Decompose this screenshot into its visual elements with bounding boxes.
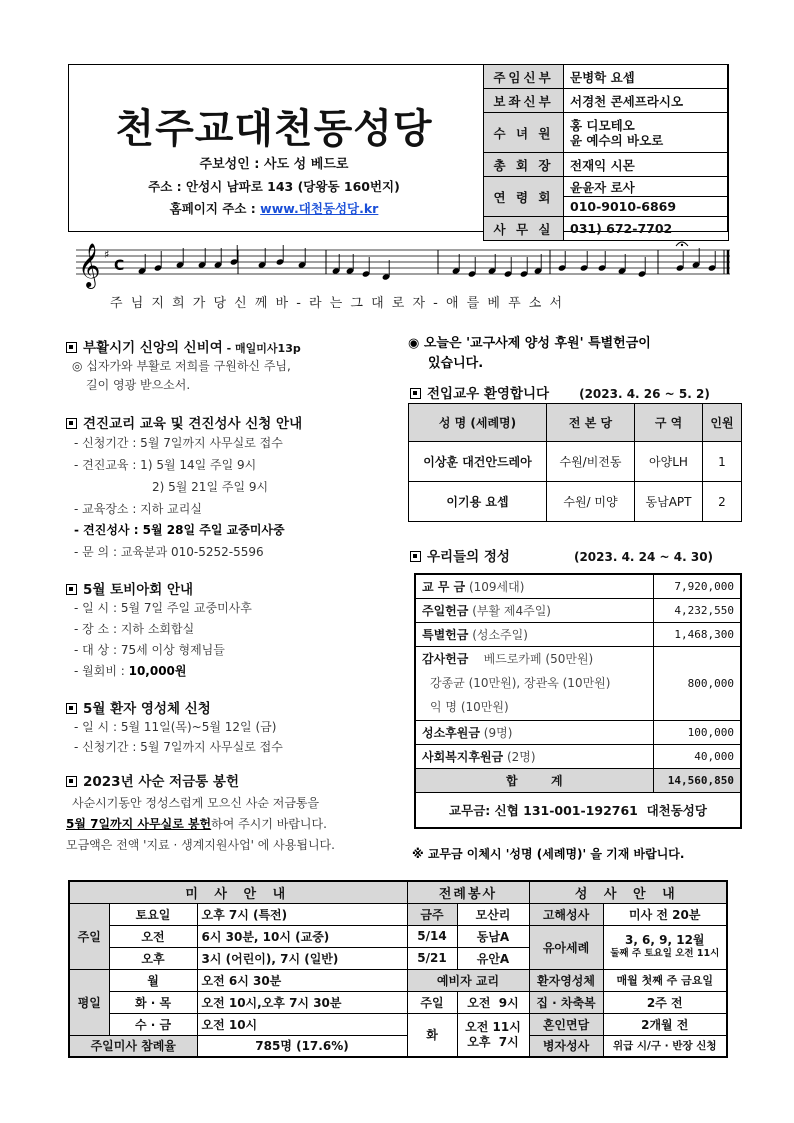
- staff-row: [484, 113, 729, 153]
- staff-value: 문병학 요셉: [564, 65, 729, 89]
- offering-label: 성소후원금: [422, 725, 480, 740]
- staff-value: 홍 디모테오: [570, 117, 635, 133]
- mass-day: 화 · 목: [109, 991, 197, 1013]
- staff-row: [484, 153, 729, 177]
- confirmation-line: - 견진교육 : 1) 5월 14일 주일 9시: [74, 458, 257, 472]
- transfer-district: 동남APT: [635, 482, 703, 522]
- staff-value: 윤 예수의 바오로: [570, 132, 664, 148]
- staff-value: 서경천 콘세프라시오: [564, 89, 729, 113]
- serve-date: 금주: [407, 903, 457, 925]
- time-signature-icon: C: [114, 258, 125, 274]
- seniors-fee-line: [74, 662, 187, 679]
- seniors-title: [66, 578, 193, 598]
- sick-title: [66, 697, 211, 717]
- attendance-label: 주일미사 참례율: [69, 1035, 197, 1057]
- lent-deadline: 5월 7일까지 사무실로 봉헌: [66, 817, 212, 831]
- serve-team: 모산리: [457, 903, 529, 925]
- schedule-header-row: [69, 881, 727, 903]
- table-row: [415, 574, 741, 598]
- checkbox-square-icon: [410, 551, 421, 562]
- sick-line: - 신청기간 : 5월 7일까지 사무실로 접수: [74, 740, 283, 754]
- parish-name: 천주교대천동성당: [115, 105, 433, 152]
- sacrament-info: 매월 첫째 주 금요일: [603, 969, 727, 991]
- offering-label: 감사헌금: [422, 652, 469, 666]
- table-row: [415, 646, 741, 720]
- offering-label: 주일헌금: [422, 603, 469, 618]
- table-row: [415, 622, 741, 646]
- table-row: [69, 991, 727, 1013]
- easter-note: - 매일미사13p: [222, 342, 301, 355]
- mass-time: 6시 30분, 10시 (교중): [197, 925, 407, 947]
- mass-time: 오전 10시: [197, 1013, 407, 1035]
- sacrament-info: 2주 전: [603, 991, 727, 1013]
- offering-table: [414, 573, 742, 829]
- offering-amount: 800,000: [653, 646, 741, 720]
- treble-clef-icon: 𝄞: [78, 243, 101, 287]
- table-row: [415, 744, 741, 768]
- staff-role: 총 회 장: [484, 153, 564, 177]
- offering-amount: 40,000: [653, 744, 741, 768]
- sacrament-info: 위급 시/구 · 반장 신청: [603, 1035, 727, 1057]
- mass-time: 오후 7시 (특전): [197, 903, 407, 925]
- sacrament-name: 환자영성체: [529, 969, 603, 991]
- schedule-table: [68, 880, 728, 1058]
- homepage-line: [69, 199, 479, 217]
- offering-label-cell: [415, 744, 653, 768]
- staff-row: [484, 177, 729, 197]
- account-row: [415, 792, 741, 828]
- thanks-line: [422, 647, 647, 671]
- patron-saint: 주보성인 : 사도 성 베드로: [199, 157, 349, 172]
- sacrament-name: 병자성사: [529, 1035, 603, 1057]
- catechism-time-cell: [457, 1013, 529, 1057]
- staff-role: 보좌신부: [484, 89, 564, 113]
- offering-period: (2023. 4. 24 ~ 4. 30): [573, 550, 714, 564]
- checkbox-square-icon: [66, 418, 77, 429]
- staff-role: 수 녀 원: [484, 113, 564, 153]
- serve-date: 5/21: [407, 947, 457, 969]
- lent-line: 모금액은 전액 '지료 · 생계지원사업' 에 사용됩니다.: [66, 838, 335, 852]
- catechism-time: 오후 7시: [467, 1034, 519, 1049]
- serve-team: 동남A: [457, 925, 529, 947]
- table-row: [415, 598, 741, 622]
- offering-amount: 1,468,300: [653, 622, 741, 646]
- catechism-header: 예비자 교리: [407, 969, 529, 991]
- offering-title: [410, 545, 713, 565]
- offering-account: 교무금: 신협 131-001-192761 대천동성당: [415, 792, 741, 828]
- sacrament-info: 미사 전 20분: [603, 903, 727, 925]
- table-row: [409, 442, 742, 482]
- offering-total-label: 합 계: [415, 768, 653, 792]
- mass-day: 수 · 금: [109, 1013, 197, 1035]
- transfer-title: [410, 382, 710, 402]
- seniors-title-text: 5월 토비아회 안내: [83, 582, 194, 598]
- transfer-header: 성 명 (세례명): [409, 404, 547, 442]
- lent-rest: 하여 주시기 바랍니다.: [211, 817, 327, 831]
- offering-amount: 100,000: [653, 720, 741, 744]
- sacrament-info-cell: [603, 925, 727, 969]
- easter-title: 부활시기 신앙의 신비여: [83, 340, 223, 356]
- mass-day: 오후: [109, 947, 197, 969]
- serve-team: 유안A: [457, 947, 529, 969]
- transfer-count: 2: [703, 482, 742, 522]
- checkbox-square-icon: [66, 703, 77, 714]
- seniors-line: - 대 상 : 75세 이상 형제님들: [74, 643, 225, 657]
- confirmation-line: - 문 의 : 교육분과 010-5252-5596: [74, 545, 264, 559]
- bulletin-header: [68, 64, 728, 237]
- homepage-link[interactable]: www.대천동성당.kr: [260, 201, 379, 216]
- transfer-header: 전 본 당: [547, 404, 635, 442]
- easter-section-title: [66, 336, 301, 356]
- staff-value: 010-9010-6869: [564, 197, 729, 217]
- transfer-count: 1: [703, 442, 742, 482]
- confirmation-title: [66, 412, 302, 432]
- table-row: [415, 720, 741, 744]
- lent-title: [66, 770, 239, 790]
- checkbox-square-icon: [66, 584, 77, 595]
- table-row: [69, 1013, 727, 1035]
- seniors-fee: 10,000원: [128, 664, 187, 678]
- offering-amount: 4,232,550: [653, 598, 741, 622]
- easter-text: ◎ 십자가와 부활로 저희를 구원하신 주님,: [72, 359, 291, 373]
- sacrament-info: 2개월 전: [603, 1013, 727, 1035]
- mass-header: 미 사 안 내: [69, 881, 407, 903]
- weekday-label: 평일: [69, 969, 109, 1035]
- table-row: [69, 903, 727, 925]
- offering-sub: 베드로카페 (50만원): [468, 652, 594, 666]
- transfer-table: [408, 403, 742, 522]
- confirmation-line: 2) 5월 21일 주일 9시: [152, 480, 269, 494]
- offering-title-text: 우리들의 정성: [427, 549, 510, 565]
- confirmation-title-text: 견진교리 교육 및 견진성사 신청 안내: [83, 416, 303, 432]
- transfer-period: (2023. 4. 26 ~ 5. 2): [579, 387, 710, 401]
- table-row: [409, 482, 742, 522]
- special-collection-line: ◉ 오늘은 '교구사제 양성 후원' 특별헌금이: [408, 336, 651, 351]
- offering-label-cell: [415, 720, 653, 744]
- parish-address: 주소 : 안성시 남파로 143 (당왕동 160번지): [148, 179, 400, 194]
- offering-sub: 강종균 (10만원), 장관옥 (10만원): [430, 676, 611, 690]
- staff-role: 주임신부: [484, 65, 564, 89]
- staff-role: 연 령 회: [484, 177, 564, 217]
- catechism-day: 주일: [407, 991, 457, 1013]
- sick-title-text: 5월 환자 영성체 신청: [83, 701, 211, 717]
- seniors-line: - 일 시 : 5월 7일 주일 교중미사후: [74, 601, 252, 615]
- confirmation-line: - 견진성사 : 5월 28일 주일 교중미사중: [74, 523, 285, 537]
- offering-sub: (2명): [503, 749, 536, 764]
- transfer-title-text: 전입교우 환영합니다: [427, 386, 550, 402]
- lent-line: 사순시기동안 정성스럽게 모으신 사순 저금통을: [72, 796, 320, 810]
- sacrament-info: 둘째 주 토요일 오전 11시: [610, 948, 720, 959]
- transfer-name: 이상훈 대건안드레아: [409, 442, 547, 482]
- offering-label: 사회복지후원금: [422, 749, 504, 764]
- confirmation-line: - 신청기간 : 5월 7일까지 사무실로 접수: [74, 436, 283, 450]
- checkbox-square-icon: [410, 388, 421, 399]
- confirmation-line: - 교육장소 : 지하 교리실: [74, 502, 202, 516]
- offering-label: 특별헌금: [422, 627, 469, 642]
- offering-total-row: [415, 768, 741, 792]
- mass-time: 오전 10시,오후 7시 30분: [197, 991, 407, 1013]
- table-row: [69, 969, 727, 991]
- checkbox-square-icon: [66, 342, 77, 353]
- offering-sub: (109세대): [465, 579, 525, 594]
- lent-line: [66, 815, 327, 832]
- transfer-name: 이기용 요셉: [409, 482, 547, 522]
- staff-row: [484, 65, 729, 89]
- catechism-time: 오전 11시: [465, 1019, 521, 1034]
- mass-time: 3시 (어린이), 7시 (일반): [197, 947, 407, 969]
- hymn-lyrics: 주 님 지 희 가 당 신 께 바 - 라 는 그 대 로 자 - 애 를 베 푸 소 서: [110, 296, 563, 311]
- serve-header: 전례봉사: [407, 881, 529, 903]
- lent-title-text: 2023년 사순 저금통 봉헌: [83, 774, 240, 790]
- transfer-parish: 수원/비전동: [547, 442, 635, 482]
- sick-line: - 일 시 : 5월 11일(목)~5월 12일 (금): [74, 720, 277, 734]
- offering-total: 14,560,850: [653, 768, 741, 792]
- serve-date: 5/14: [407, 925, 457, 947]
- seniors-line: - 장 소 : 지하 소회합실: [74, 622, 195, 636]
- mass-day: 오전: [109, 925, 197, 947]
- homepage-label: 홈페이지 주소 :: [169, 201, 261, 216]
- transfer-parish: 수원/ 미양: [547, 482, 635, 522]
- offering-sub: (성소주일): [468, 627, 528, 642]
- key-sharp-icon: ♯: [104, 248, 110, 261]
- mass-day: 월: [109, 969, 197, 991]
- offering-amount: 7,920,000: [653, 574, 741, 598]
- sacrament-header: 성 사 안 내: [529, 881, 727, 903]
- attendance-value: 785명 (17.6%): [197, 1035, 407, 1057]
- staff-role: 사 무 실: [484, 217, 564, 241]
- catechism-time: 오전 9시: [457, 991, 529, 1013]
- sacrament-name: 유아세례: [529, 925, 603, 969]
- mass-day: 토요일: [109, 903, 197, 925]
- checkbox-square-icon: [66, 776, 77, 787]
- staff-table: [483, 64, 729, 241]
- easter-text: 길이 영광 받으소서.: [86, 378, 191, 392]
- staff-value: 전재익 시몬: [564, 153, 729, 177]
- offering-label-cell: [415, 574, 653, 598]
- staff-value: 031) 672-7702: [564, 217, 729, 241]
- special-collection-line: 있습니다.: [428, 356, 484, 371]
- staff-row: [484, 89, 729, 113]
- offering-sub: 익 명 (10만원): [430, 700, 509, 714]
- offering-notice: ※ 교무금 이체시 '성명 (세례명)' 을 기재 바랍니다.: [412, 847, 685, 861]
- seniors-fee-label: - 월회비 :: [74, 664, 129, 678]
- transfer-header: 구 역: [635, 404, 703, 442]
- sacrament-name: 혼인면담: [529, 1013, 603, 1035]
- table-row: [69, 925, 727, 947]
- offering-sub: (부활 제4주일): [468, 603, 551, 618]
- offering-label: 교 무 금: [422, 579, 466, 594]
- offering-label-cell: [415, 622, 653, 646]
- thanks-offering-cell: [415, 646, 653, 720]
- offering-label-cell: [415, 598, 653, 622]
- offering-sub: (9명): [479, 725, 513, 740]
- staff-value-multi: [564, 113, 729, 153]
- catechism-day: 화: [407, 1013, 457, 1057]
- sacrament-name: 집 · 차축복: [529, 991, 603, 1013]
- sacrament-name: 고해성사: [529, 903, 603, 925]
- sunday-label: 주일: [69, 903, 109, 969]
- sacrament-info: 3, 6, 9, 12월: [624, 933, 705, 947]
- transfer-header: 인원: [703, 404, 742, 442]
- mass-time: 오전 6시 30분: [197, 969, 407, 991]
- transfer-header-row: [409, 404, 742, 442]
- table-row: [69, 1035, 727, 1057]
- staff-value: 윤윤자 로사: [564, 177, 729, 197]
- transfer-district: 아양LH: [635, 442, 703, 482]
